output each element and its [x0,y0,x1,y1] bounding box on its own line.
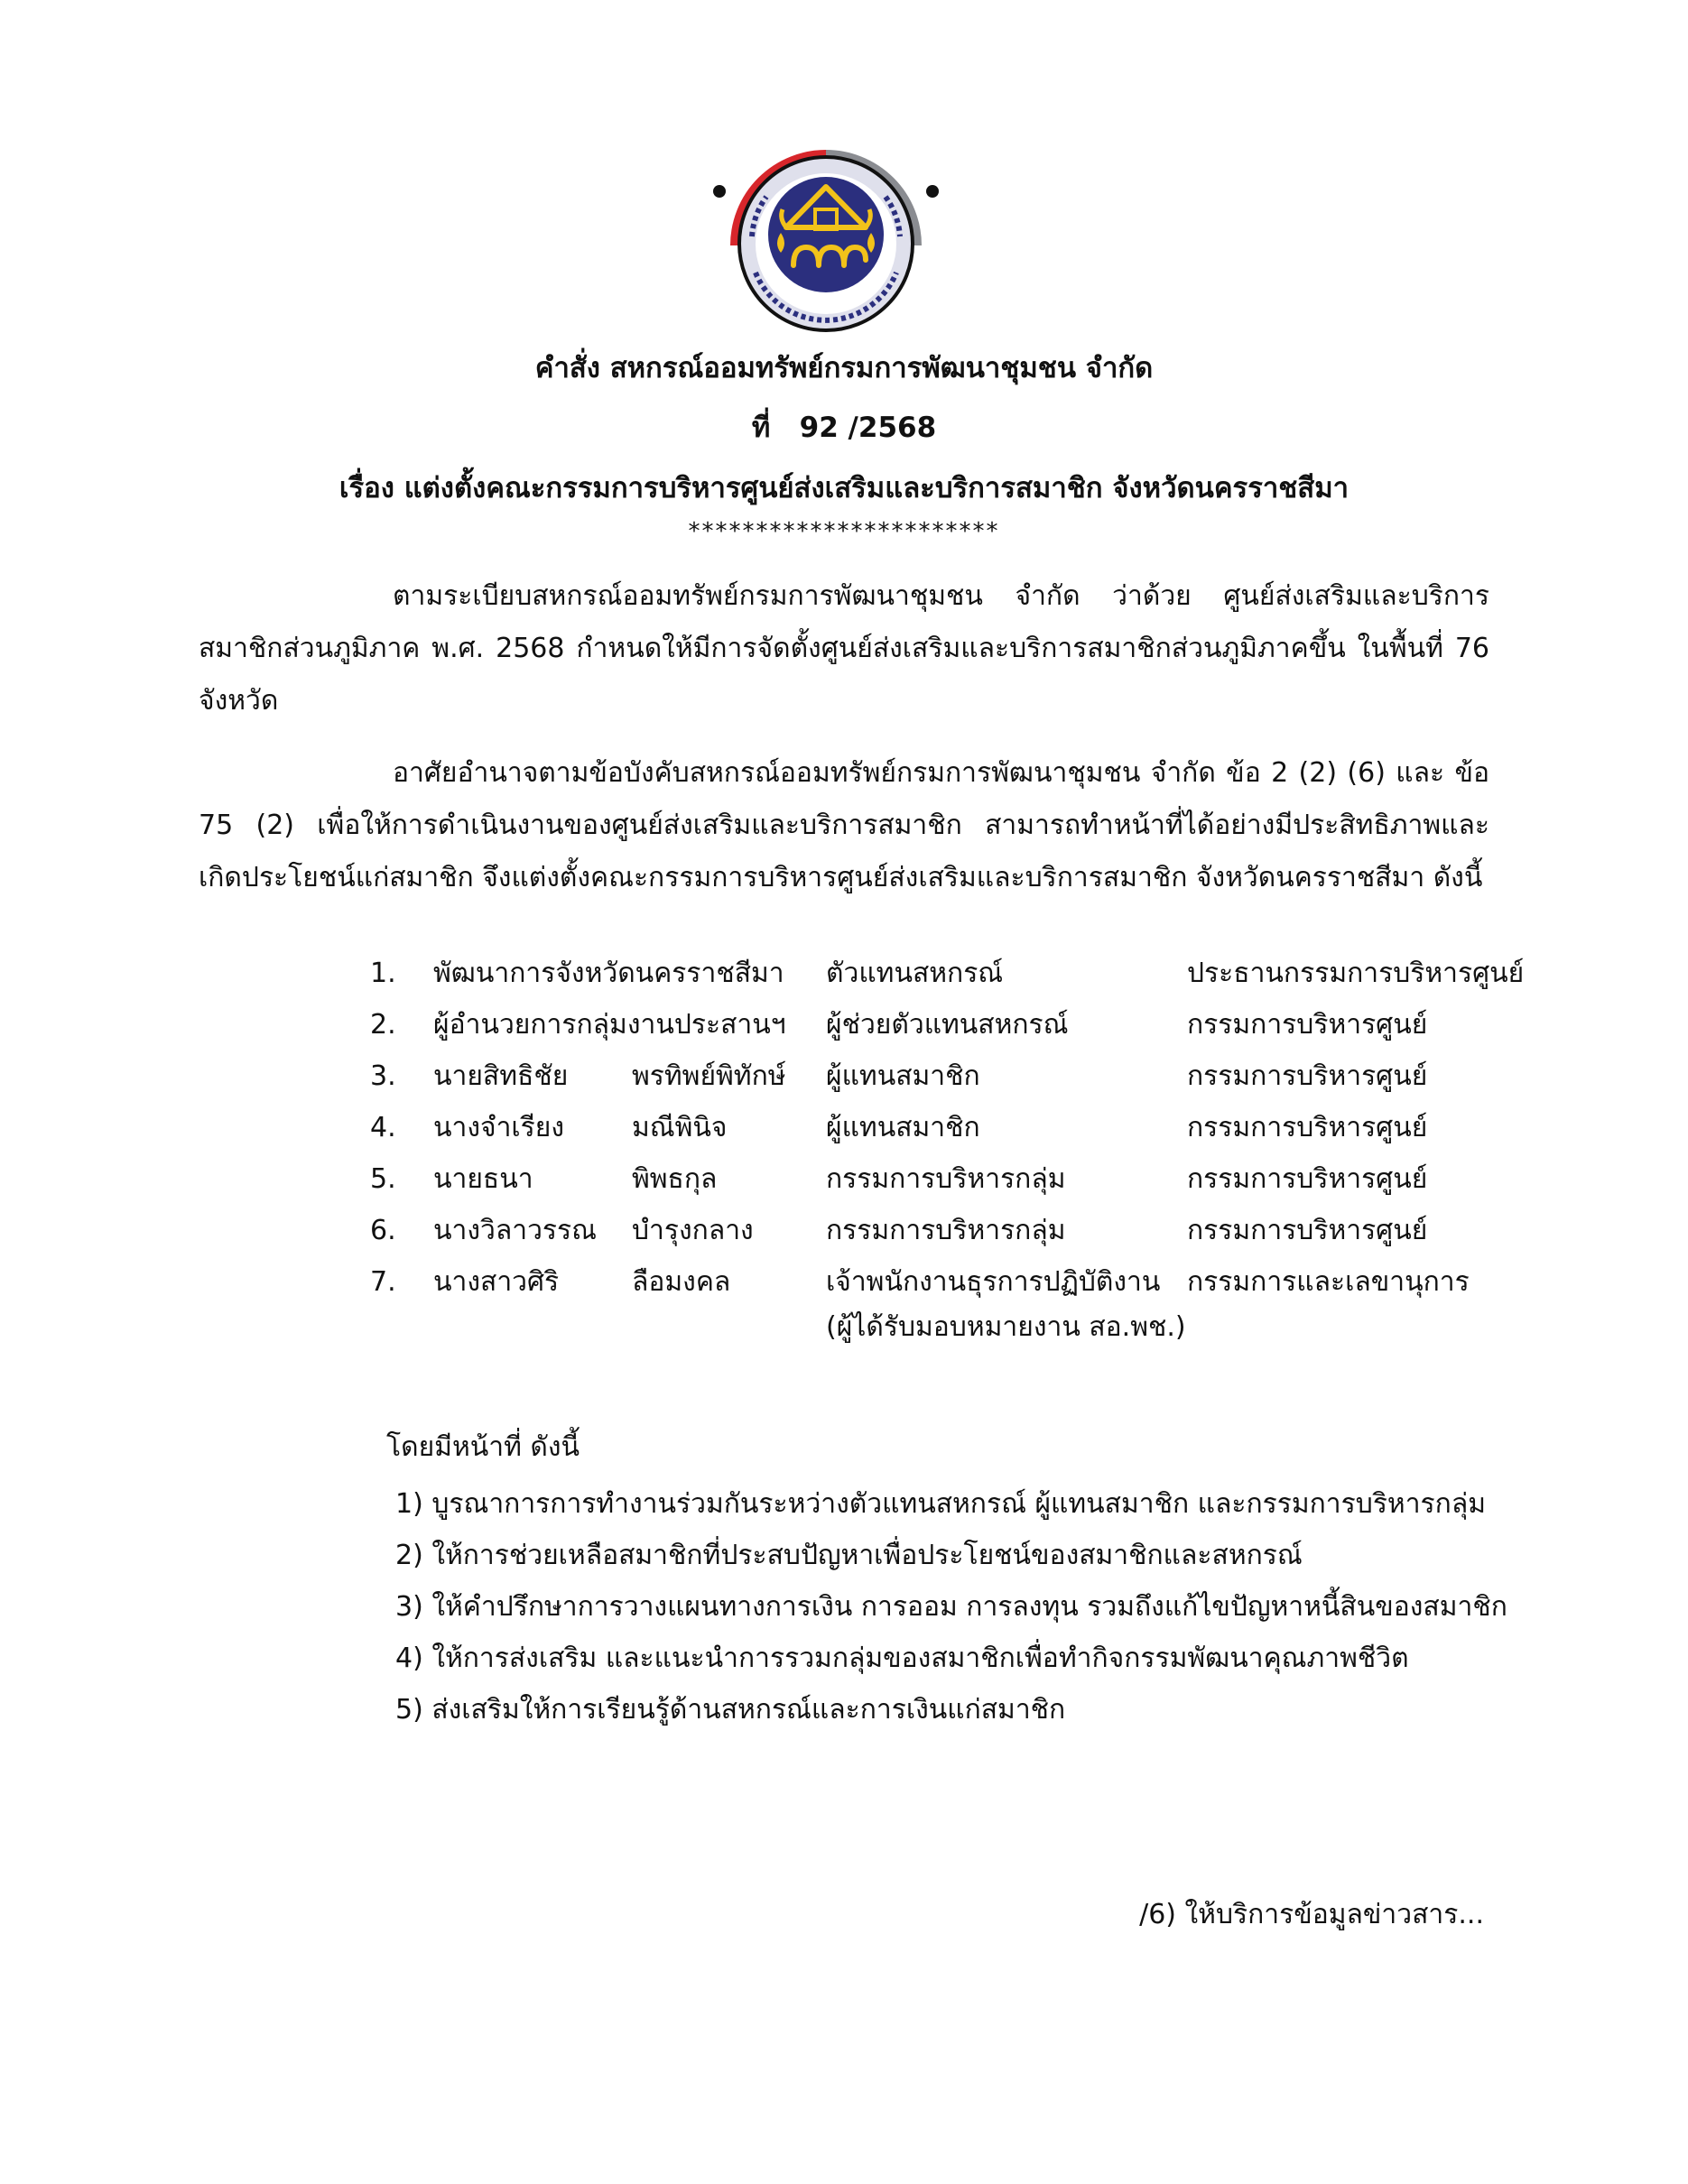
member-first-name: นางจำเรียง [433,1112,565,1143]
order-title: คำสั่ง สหกรณ์ออมทรัพย์กรมการพัฒนาชุมชน จำกัด [534,352,1154,384]
continuation-note: /6) ให้บริการข้อมูลข่าวสาร... [1139,1899,1484,1930]
member-position: กรรมการและเลขานุการ [1187,1266,1470,1298]
duty-item: 2) ให้การช่วยเหลือสมาชิกที่ประสบปัญหาเพื่อประโยชน์ของสมาชิกและสหกรณ์ [395,1540,1303,1571]
member-number: 2. [370,1009,396,1041]
member-role: ตัวแทนสหกรณ์ [826,958,1004,989]
logo-center-disc [768,177,884,292]
member-name: พัฒนาการจังหวัดนครราชสีมา [433,958,784,989]
member-position: กรรมการบริหารศูนย์ [1187,1060,1428,1092]
member-role: ผู้ช่วยตัวแทนสหกรณ์ [826,1009,1069,1041]
logo-arc-end-right [926,185,939,198]
member-position: กรรมการบริหารศูนย์ [1187,1215,1428,1246]
duty-item: 5) ส่งเสริมให้การเรียนรู้ด้านสหกรณ์และการเงินแก่สมาชิก [395,1694,1066,1726]
duties-heading: โดยมีหน้าที่ ดังนี้ [386,1431,580,1463]
member-first-name: นางวิลาวรรณ [433,1215,597,1246]
member-last-name: พิพธกุล [632,1163,718,1195]
member-first-name: นางสาวศิริ [433,1266,560,1298]
order-number: ที่ 92 /2568 [751,412,937,444]
member-number: 3. [370,1060,396,1092]
member-role-note: (ผู้ได้รับมอบหมายงาน สอ.พช.) [826,1311,1186,1343]
member-role: กรรมการบริหารกลุ่ม [826,1163,1066,1195]
member-first-name: นายสิทธิชัย [433,1060,569,1092]
member-role: ผู้แทนสมาชิก [826,1112,980,1143]
member-number: 1. [370,958,396,989]
member-position: ประธานกรรมการบริหารศูนย์ [1187,958,1525,989]
member-position: กรรมการบริหารศูนย์ [1187,1163,1428,1195]
member-last-name: มณีพินิจ [632,1112,728,1143]
duty-item: 3) ให้คำปรึกษาการวางแผนทางการเงิน การออม การลงทุน รวมถึงแก้ไขปัญหาหนี้สินของสมาชิก [395,1591,1507,1623]
member-role: ผู้แทนสมาชิก [826,1060,980,1092]
member-last-name: ลือมงคล [632,1266,731,1298]
member-last-name: บำรุงกลาง [632,1215,754,1246]
cooperative-logo [700,137,952,345]
paragraph-regulation: ตามระเบียบสหกรณ์ออมทรัพย์กรมการพัฒนาชุมชน จำกัด ว่าด้วย ศูนย์ส่งเสริมและบริการสมาชิกส่วนภูมิภาค พ.ศ. 2568 กำหนดให้มีการจัดตั้งศูนย์ส่งเสริมและบริการสมาชิกส่วนภูมิภาคขึ้น ในพื้นที่ 76 จังหวัด [199,580,1489,717]
member-first-name: นายธนา [433,1163,533,1195]
logo-arc-end-left [713,185,726,198]
member-position: กรรมการบริหารศูนย์ [1187,1112,1428,1143]
member-position: กรรมการบริหารศูนย์ [1187,1009,1428,1041]
member-number: 5. [370,1163,396,1195]
member-number: 4. [370,1112,396,1143]
order-subject: เรื่อง แต่งตั้งคณะกรรมการบริหารศูนย์ส่งเสริมและบริการสมาชิก จังหวัดนครราชสีมา [339,472,1349,504]
member-number: 7. [370,1266,396,1298]
member-last-name: พรทิพย์พิทักษ์ [632,1060,786,1092]
member-role: กรรมการบริหารกลุ่ม [826,1215,1066,1246]
duty-item: 4) ให้การส่งเสริม และแนะนำการรวมกลุ่มของสมาชิกเพื่อทำกิจกรรมพัฒนาคุณภาพชีวิต [395,1643,1409,1674]
separator-stars: *********************** [688,518,1000,545]
duty-item: 1) บูรณาการการทำงานร่วมกันระหว่างตัวแทนสหกรณ์ ผู้แทนสมาชิก และกรรมการบริหารกลุ่ม [395,1488,1486,1520]
member-name: ผู้อำนวยการกลุ่มงานประสานฯ [433,1009,786,1041]
paragraph-authority: อาศัยอำนาจตามข้อบังคับสหกรณ์ออมทรัพย์กรมการพัฒนาชุมชน จำกัด ข้อ 2 (2) (6) และ ข้อ 75 (2) เพื่อให้การดำเนินงานของศูนย์ส่งเสริมและบริการสมาชิก สามารถทำหน้าที่ได้อย่างมีประสิทธิภาพและเกิดประโยชน์แก่สมาชิก จึงแต่งตั้งคณะกรรมการบริหารศูนย์ส่งเสริมและบริการสมาชิก จังหวัดนครราชสีมา ดังนี้ [199,757,1489,893]
member-role: เจ้าพนักงานธุรการปฏิบัติงาน [826,1266,1161,1298]
member-number: 6. [370,1215,396,1246]
duties-list [395,1478,1507,1735]
